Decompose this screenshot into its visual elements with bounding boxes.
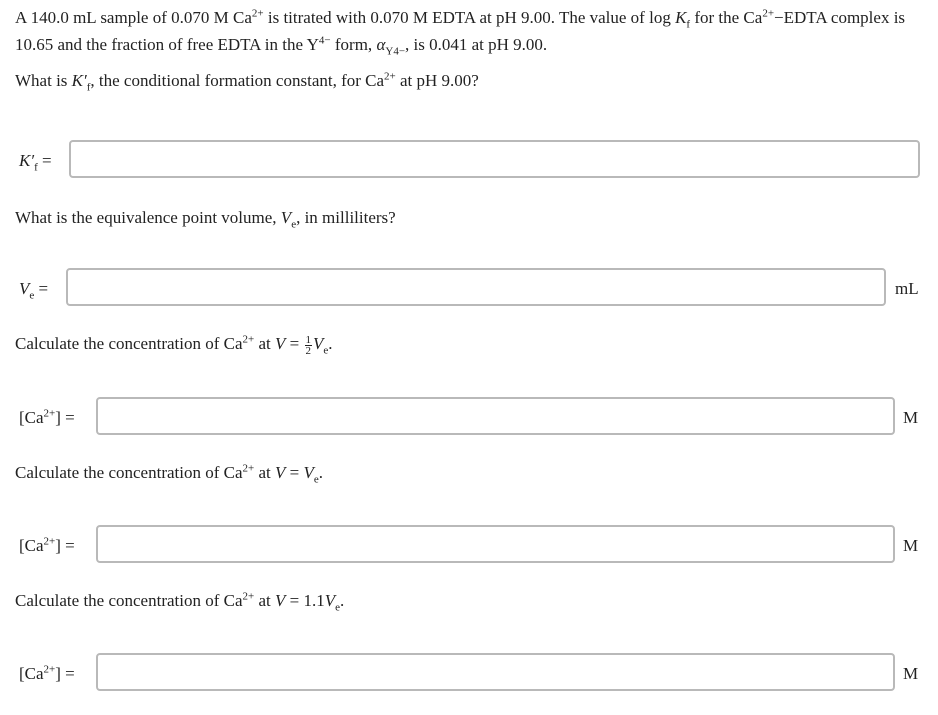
ca-equiv-label: [19, 536, 75, 556]
problem-statement: [15, 4, 920, 94]
intro-text-3: for the Ca: [690, 8, 763, 27]
ca-half-label-charge: 2+: [43, 407, 56, 420]
q3-text-b: at: [254, 334, 276, 353]
ca-post-unit: M: [903, 664, 919, 683]
ca-post-label-charge: 2+: [43, 663, 56, 676]
question-ca-half: [15, 334, 333, 356]
ca-post-label-end: ] =: [55, 664, 75, 683]
q3-eq: =: [285, 334, 304, 353]
problem-intro: [15, 4, 920, 58]
q5-eq: = 1.1: [285, 591, 325, 610]
q1-text-c: at pH 9.00?: [395, 71, 479, 90]
ca-post-label-text: [Ca: [19, 664, 44, 683]
q5-v: V: [275, 591, 286, 610]
y-charge: 4−: [318, 34, 331, 47]
q4-charge: 2+: [242, 462, 255, 475]
intro-text-6: , is 0.041 at pH 9.00.: [405, 35, 548, 54]
ve-label-symbol: V: [19, 279, 30, 298]
frac-num: 1: [305, 333, 312, 346]
question-ve: [15, 208, 396, 231]
q1-charge: 2+: [384, 70, 396, 83]
q5-end: .: [340, 591, 345, 610]
q2-symbol: V: [280, 208, 292, 227]
ve-label-sub: e: [29, 289, 35, 302]
intro-text-2: is titrated with 0.070 M EDTA at pH 9.00. The value of log: [263, 8, 676, 27]
ca-half-unit: M: [903, 408, 919, 427]
q5-ve: V: [324, 591, 336, 610]
kf-label-symbol: K′: [19, 151, 35, 170]
ca-half-label-end: ] =: [55, 408, 75, 427]
kf-equals: =: [41, 151, 52, 170]
ca-charge: 2+: [251, 7, 264, 20]
kf-label: [19, 151, 52, 174]
q4-text-b: at: [254, 463, 276, 482]
ve-input[interactable]: [66, 268, 886, 306]
q4-end: .: [318, 463, 324, 482]
intro-text-1: A 140.0 mL sample of 0.070 M Ca: [15, 8, 252, 27]
q5-text-b: at: [254, 591, 276, 610]
q4-text-a: Calculate the concentration of Ca: [15, 463, 243, 482]
q2-text-b: , in milliliters?: [296, 208, 396, 227]
kf-input[interactable]: [69, 140, 920, 178]
q3-ve-sub: e: [323, 344, 329, 357]
ca-charge-2: 2+: [762, 7, 775, 20]
q5-ve-sub: e: [335, 601, 341, 614]
ca-post-label: [19, 664, 75, 684]
kf-symbol: K: [675, 8, 687, 27]
q1-text-a: What is: [15, 71, 72, 90]
ca-equiv-input[interactable]: [96, 525, 895, 563]
ca-equiv-label-end: ] =: [55, 536, 75, 555]
q1-symbol: K′: [71, 71, 87, 90]
q2-sub: e: [291, 218, 297, 231]
q5-charge: 2+: [242, 590, 255, 603]
ve-unit: mL: [895, 279, 919, 298]
ca-half-input[interactable]: [96, 397, 895, 435]
ca-equiv-label-text: [Ca: [19, 536, 44, 555]
one-half-fraction: [305, 335, 313, 356]
alpha-sub: Y4−: [385, 45, 406, 58]
q4-v: V: [275, 463, 286, 482]
q3-end: .: [328, 334, 333, 353]
q2-text-a: What is the equivalence point volume,: [15, 208, 281, 227]
ca-half-label: [19, 408, 75, 428]
ca-post-input[interactable]: [96, 653, 895, 691]
kf-sub: f: [686, 18, 691, 31]
q3-ve: V: [313, 334, 324, 353]
kf-label-sub: f: [34, 161, 38, 174]
intro-text-4: −EDTA complex is 10.65 and the fraction of free EDTA in the Y: [15, 8, 906, 54]
ca-equiv-label-charge: 2+: [43, 535, 56, 548]
q1-text-b: , the conditional formation constant, for Ca: [90, 71, 385, 90]
q3-v: V: [275, 334, 286, 353]
alpha-symbol: α: [376, 35, 386, 54]
q4-ve: V: [303, 463, 314, 482]
q3-charge: 2+: [242, 333, 255, 346]
frac-den: 2: [305, 344, 312, 357]
ca-equiv-unit: M: [903, 536, 919, 555]
intro-text-5: form,: [330, 35, 377, 54]
q3-text-a: Calculate the concentration of Ca: [15, 334, 243, 353]
ve-label: [19, 279, 49, 302]
ve-equals: =: [38, 279, 49, 298]
q1-sub: f: [86, 81, 91, 94]
q4-ve-sub: e: [313, 473, 319, 486]
question-ca-equiv: [15, 462, 324, 486]
question-ca-post: [15, 590, 345, 614]
q4-eq: =: [285, 463, 304, 482]
ca-half-label-text: [Ca: [19, 408, 44, 427]
question-kf: [15, 67, 920, 94]
q5-text-a: Calculate the concentration of Ca: [15, 591, 243, 610]
